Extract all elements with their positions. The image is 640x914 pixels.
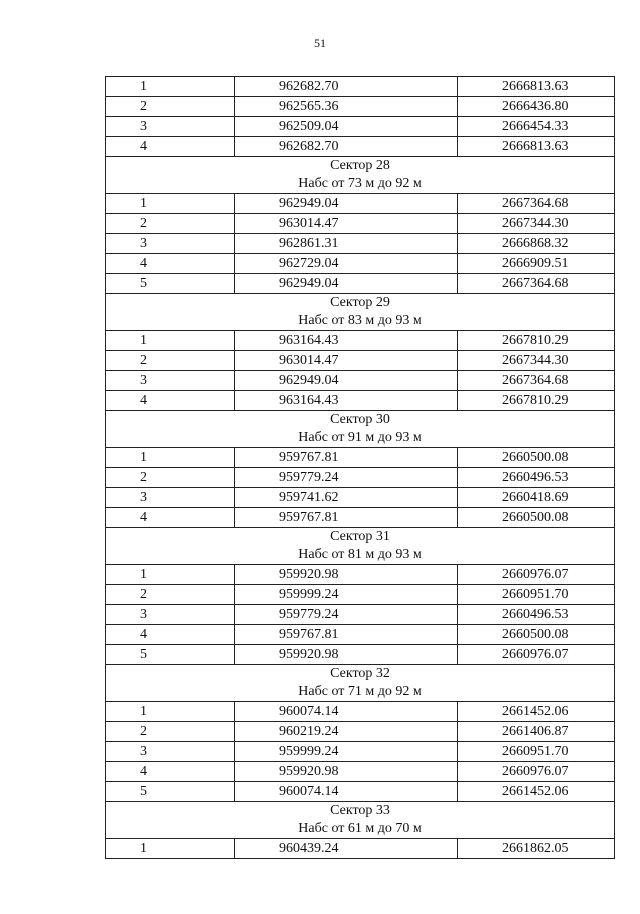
sector-title: Сектор 33 (330, 803, 390, 818)
x-coordinate-cell: 963164.43 (235, 391, 458, 411)
point-number-cell: 5 (106, 645, 235, 665)
table-row (106, 137, 615, 157)
sector-header-row (106, 665, 615, 702)
point-number-cell: 1 (106, 839, 235, 859)
y-coordinate-cell: 2660496.53 (458, 605, 615, 625)
sector-header-row (106, 411, 615, 448)
point-number-cell: 2 (106, 97, 235, 117)
point-number-cell: 2 (106, 722, 235, 742)
y-coordinate-cell: 2660418.69 (458, 488, 615, 508)
x-coordinate-cell: 962682.70 (235, 77, 458, 97)
y-coordinate-cell: 2660951.70 (458, 742, 615, 762)
y-coordinate-cell: 2661406.87 (458, 722, 615, 742)
point-number-cell: 1 (106, 331, 235, 351)
sector-height-range: Набс от 73 м до 92 м (298, 176, 422, 191)
table-row (106, 117, 615, 137)
sector-header (106, 528, 615, 565)
x-coordinate-cell: 959999.24 (235, 585, 458, 605)
x-coordinate-cell: 959999.24 (235, 742, 458, 762)
sector-title: Сектор 31 (330, 529, 390, 544)
x-coordinate-cell: 962949.04 (235, 194, 458, 214)
sector-height-range: Набс от 91 м до 93 м (298, 430, 422, 445)
x-coordinate-cell: 959779.24 (235, 468, 458, 488)
point-number-cell: 1 (106, 194, 235, 214)
y-coordinate-cell: 2660500.08 (458, 625, 615, 645)
point-number-cell: 2 (106, 585, 235, 605)
table-row (106, 839, 615, 859)
y-coordinate-cell: 2660976.07 (458, 762, 615, 782)
point-number-cell: 3 (106, 605, 235, 625)
x-coordinate-cell: 959767.81 (235, 448, 458, 468)
coordinates-table (105, 76, 615, 859)
point-number-cell: 1 (106, 565, 235, 585)
sector-height-range: Набс от 81 м до 93 м (298, 547, 422, 562)
x-coordinate-cell: 959767.81 (235, 508, 458, 528)
sector-header (106, 802, 615, 839)
x-coordinate-cell: 960219.24 (235, 722, 458, 742)
y-coordinate-cell: 2667810.29 (458, 391, 615, 411)
y-coordinate-cell: 2667344.30 (458, 214, 615, 234)
y-coordinate-cell: 2661862.05 (458, 839, 615, 859)
table-row (106, 194, 615, 214)
x-coordinate-cell: 959741.62 (235, 488, 458, 508)
y-coordinate-cell: 2660496.53 (458, 468, 615, 488)
sector-title: Сектор 30 (330, 412, 390, 427)
y-coordinate-cell: 2666868.32 (458, 234, 615, 254)
table-row (106, 391, 615, 411)
point-number-cell: 4 (106, 137, 235, 157)
coordinates-table-body (106, 77, 615, 859)
y-coordinate-cell: 2660951.70 (458, 585, 615, 605)
sector-header (106, 157, 615, 194)
point-number-cell: 3 (106, 488, 235, 508)
point-number-cell: 5 (106, 274, 235, 294)
table-row (106, 214, 615, 234)
table-row (106, 234, 615, 254)
point-number-cell: 4 (106, 391, 235, 411)
sector-header (106, 294, 615, 331)
sector-header (106, 411, 615, 448)
y-coordinate-cell: 2661452.06 (458, 782, 615, 802)
x-coordinate-cell: 963014.47 (235, 351, 458, 371)
page-number: 51 (314, 36, 326, 50)
x-coordinate-cell: 963164.43 (235, 331, 458, 351)
point-number-cell: 4 (106, 254, 235, 274)
x-coordinate-cell: 962682.70 (235, 137, 458, 157)
y-coordinate-cell: 2660976.07 (458, 565, 615, 585)
y-coordinate-cell: 2667810.29 (458, 331, 615, 351)
x-coordinate-cell: 960074.14 (235, 702, 458, 722)
table-row (106, 585, 615, 605)
x-coordinate-cell: 959779.24 (235, 605, 458, 625)
point-number-cell: 1 (106, 77, 235, 97)
table-row (106, 782, 615, 802)
table-row (106, 97, 615, 117)
table-row (106, 508, 615, 528)
x-coordinate-cell: 959920.98 (235, 645, 458, 665)
sector-header (106, 665, 615, 702)
point-number-cell: 1 (106, 702, 235, 722)
sector-header-row (106, 802, 615, 839)
x-coordinate-cell: 962949.04 (235, 371, 458, 391)
point-number-cell: 3 (106, 742, 235, 762)
table-row (106, 274, 615, 294)
point-number-cell: 3 (106, 371, 235, 391)
y-coordinate-cell: 2666909.51 (458, 254, 615, 274)
y-coordinate-cell: 2660500.08 (458, 508, 615, 528)
y-coordinate-cell: 2666813.63 (458, 77, 615, 97)
point-number-cell: 5 (106, 782, 235, 802)
sector-height-range: Набс от 61 м до 70 м (298, 821, 422, 836)
point-number-cell: 3 (106, 117, 235, 137)
y-coordinate-cell: 2667344.30 (458, 351, 615, 371)
table-row (106, 468, 615, 488)
table-row (106, 77, 615, 97)
x-coordinate-cell: 962949.04 (235, 274, 458, 294)
point-number-cell: 2 (106, 214, 235, 234)
y-coordinate-cell: 2660976.07 (458, 645, 615, 665)
x-coordinate-cell: 959920.98 (235, 565, 458, 585)
table-row (106, 448, 615, 468)
y-coordinate-cell: 2667364.68 (458, 371, 615, 391)
table-row (106, 331, 615, 351)
table-row (106, 488, 615, 508)
table-row (106, 254, 615, 274)
y-coordinate-cell: 2667364.68 (458, 194, 615, 214)
sector-title: Сектор 29 (330, 295, 390, 310)
y-coordinate-cell: 2666454.33 (458, 117, 615, 137)
table-row (106, 702, 615, 722)
table-row (106, 722, 615, 742)
y-coordinate-cell: 2666813.63 (458, 137, 615, 157)
x-coordinate-cell: 962861.31 (235, 234, 458, 254)
point-number-cell: 2 (106, 468, 235, 488)
x-coordinate-cell: 959920.98 (235, 762, 458, 782)
table-row (106, 371, 615, 391)
x-coordinate-cell: 962729.04 (235, 254, 458, 274)
table-row (106, 645, 615, 665)
table-row (106, 742, 615, 762)
x-coordinate-cell: 962565.36 (235, 97, 458, 117)
point-number-cell: 4 (106, 508, 235, 528)
x-coordinate-cell: 959767.81 (235, 625, 458, 645)
y-coordinate-cell: 2661452.06 (458, 702, 615, 722)
table-row (106, 565, 615, 585)
y-coordinate-cell: 2667364.68 (458, 274, 615, 294)
x-coordinate-cell: 960074.14 (235, 782, 458, 802)
sector-header-row (106, 157, 615, 194)
sector-title: Сектор 32 (330, 666, 390, 681)
y-coordinate-cell: 2660500.08 (458, 448, 615, 468)
table-row (106, 625, 615, 645)
point-number-cell: 1 (106, 448, 235, 468)
point-number-cell: 3 (106, 234, 235, 254)
sector-height-range: Набс от 83 м до 93 м (298, 313, 422, 328)
x-coordinate-cell: 960439.24 (235, 839, 458, 859)
table-row (106, 351, 615, 371)
sector-header-row (106, 528, 615, 565)
point-number-cell: 2 (106, 351, 235, 371)
x-coordinate-cell: 962509.04 (235, 117, 458, 137)
sector-title: Сектор 28 (330, 158, 390, 173)
sector-header-row (106, 294, 615, 331)
point-number-cell: 4 (106, 625, 235, 645)
point-number-cell: 4 (106, 762, 235, 782)
table-row (106, 605, 615, 625)
x-coordinate-cell: 963014.47 (235, 214, 458, 234)
table-row (106, 762, 615, 782)
sector-height-range: Набс от 71 м до 92 м (298, 684, 422, 699)
y-coordinate-cell: 2666436.80 (458, 97, 615, 117)
